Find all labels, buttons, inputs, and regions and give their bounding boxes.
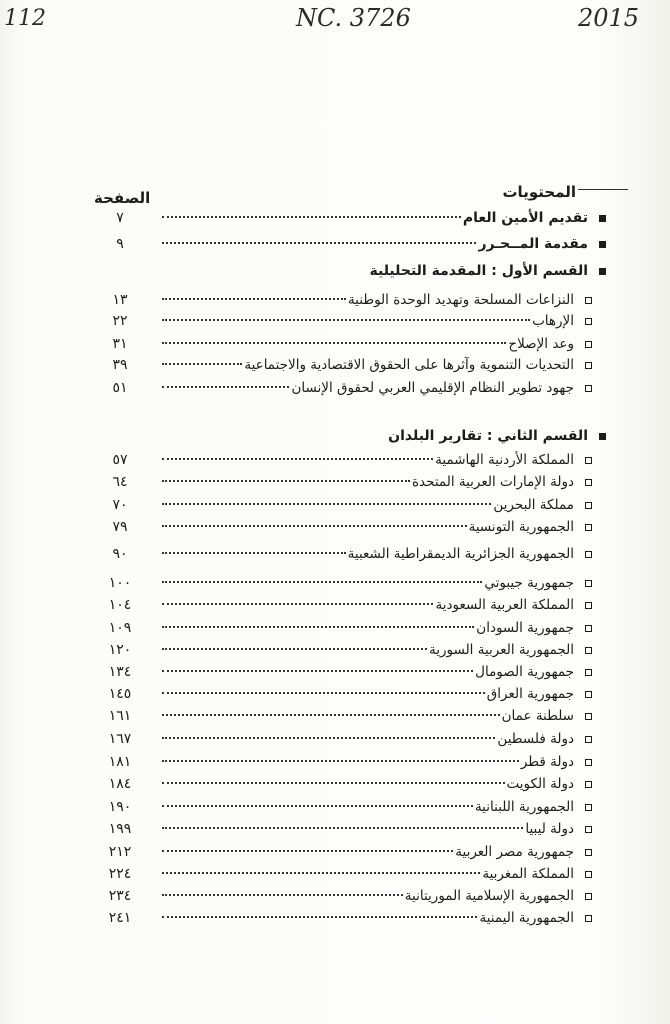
- dot-leader: [162, 626, 474, 628]
- dot-leader: [162, 670, 473, 672]
- toc-entry: [100, 575, 592, 595]
- toc-entry: [100, 844, 592, 864]
- entry-title: مقدمة المــحـرر: [478, 236, 588, 252]
- bullet-icon: [599, 433, 606, 440]
- entry-page-number: ١٠٠: [108, 575, 132, 591]
- toc-entry: [100, 292, 592, 312]
- entry-page-number: ٣١: [112, 336, 128, 352]
- dot-leader: [162, 480, 410, 482]
- dot-leader: [162, 692, 485, 694]
- toc-entry: [100, 519, 592, 539]
- entry-page-number: ٢٤١: [108, 910, 132, 926]
- entry-page-number: ١٣٤: [108, 664, 132, 680]
- entry-title: الجمهورية العربية السورية: [429, 642, 574, 658]
- toc-entry: [100, 799, 592, 819]
- entry-page-number: ٧: [116, 210, 124, 226]
- dot-leader: [162, 386, 289, 388]
- entry-page-number: ٧٠: [112, 497, 128, 513]
- checkbox-icon: [585, 580, 592, 587]
- checkbox-icon: [585, 781, 592, 788]
- toc-entry: [100, 686, 592, 706]
- toc-entry: [100, 888, 592, 908]
- entry-title: دولة قطر: [520, 754, 574, 770]
- header-rule: [578, 189, 628, 190]
- toc-entry: [100, 380, 592, 400]
- dot-leader: [162, 805, 473, 807]
- dot-leader: [162, 894, 403, 896]
- dot-leader: [162, 581, 482, 583]
- entry-page-number: ٧٩: [112, 519, 128, 535]
- entry-title: جمهورية السودان: [476, 620, 574, 636]
- checkbox-icon: [585, 804, 592, 811]
- entry-page-number: ١٩٠: [108, 799, 132, 815]
- dot-leader: [162, 363, 242, 365]
- checkbox-icon: [585, 826, 592, 833]
- checkbox-icon: [585, 713, 592, 720]
- dot-leader: [162, 827, 523, 829]
- entry-page-number: ١٨٤: [108, 776, 132, 792]
- entry-page-number: ١٦٧: [108, 731, 132, 747]
- handwritten-page-number: 112: [4, 6, 46, 31]
- toc-main-entry: [100, 263, 606, 283]
- dot-leader: [162, 872, 480, 874]
- entry-title: وعد الإصلاح: [508, 336, 574, 352]
- entry-title: المملكة العربية السعودية: [435, 597, 574, 613]
- entry-page-number: ١٣: [112, 292, 128, 308]
- toc-entry: [100, 357, 592, 377]
- entry-page-number: ١٤٥: [108, 686, 132, 702]
- toc-main-entry: [100, 428, 606, 448]
- handwritten-year: 2015: [578, 4, 640, 32]
- toc-entry: [100, 546, 592, 566]
- dot-leader: [162, 342, 506, 344]
- dot-leader: [162, 503, 491, 505]
- checkbox-icon: [585, 915, 592, 922]
- dot-leader: [162, 648, 427, 650]
- toc-entry: [100, 821, 592, 841]
- dot-leader: [162, 782, 505, 784]
- dot-leader: [162, 737, 495, 739]
- checkbox-icon: [585, 849, 592, 856]
- entry-title: جهود تطوير النظام الإقليمي العربي لحقوق الإنسان: [291, 380, 574, 396]
- checkbox-icon: [585, 385, 592, 392]
- toc-entry: [100, 474, 592, 494]
- toc-entry: [100, 497, 592, 517]
- entry-page-number: ٩٠: [112, 546, 128, 562]
- entry-title: تقديم الأمين العام: [462, 210, 588, 226]
- dot-leader: [162, 319, 530, 321]
- checkbox-icon: [585, 457, 592, 464]
- checkbox-icon: [585, 318, 592, 325]
- entry-title: القسم الثاني : تقارير البلدان: [388, 428, 588, 444]
- entry-title: دولة ليبيا: [525, 821, 574, 837]
- entry-page-number: ١٦١: [108, 708, 132, 724]
- entry-page-number: ٣٩: [112, 357, 128, 373]
- checkbox-icon: [585, 759, 592, 766]
- entry-title: جمهورية العراق: [486, 686, 574, 702]
- entry-page-number: ٩: [116, 236, 124, 252]
- checkbox-icon: [585, 691, 592, 698]
- entry-title: جمهورية الصومال: [475, 664, 574, 680]
- bullet-icon: [599, 241, 606, 248]
- checkbox-icon: [585, 297, 592, 304]
- checkbox-icon: [585, 736, 592, 743]
- toc-entry: [100, 642, 592, 662]
- entry-page-number: ١٨١: [108, 754, 132, 770]
- dot-leader: [162, 850, 453, 852]
- entry-page-number: ١٩٩: [108, 821, 132, 837]
- entry-page-number: ١٠٩: [108, 620, 132, 636]
- entry-page-number: ٦٤: [112, 474, 128, 490]
- toc-entry: [100, 336, 592, 356]
- checkbox-icon: [585, 647, 592, 654]
- toc-entry: [100, 866, 592, 886]
- dot-leader: [162, 242, 476, 244]
- entry-title: دولة الكويت: [506, 776, 574, 792]
- toc-entry: [100, 754, 592, 774]
- toc-entry: [100, 731, 592, 751]
- toc-entry: [100, 313, 592, 333]
- entry-title: المملكة الأردنية الهاشمية: [435, 452, 574, 468]
- page-column-label: الصفحة: [94, 189, 151, 207]
- checkbox-icon: [585, 502, 592, 509]
- checkbox-icon: [585, 524, 592, 531]
- toc-entry: [100, 910, 592, 930]
- dot-leader: [162, 298, 346, 300]
- handwritten-catalog-number: NC. 3726: [296, 4, 411, 32]
- toc-main-entry: [100, 236, 606, 256]
- entry-title: المملكة المغربية: [482, 866, 574, 882]
- toc-main-entry: [100, 210, 606, 230]
- dot-leader: [162, 760, 519, 762]
- entry-page-number: ٢٢: [112, 313, 128, 329]
- entry-page-number: ٢٢٤: [108, 866, 132, 882]
- entry-title: الجمهورية الجزائرية الديمقراطية الشعبية: [347, 546, 574, 562]
- entry-title: القسم الأول : المقدمة التحليلية: [369, 263, 588, 279]
- entry-page-number: ٥٧: [112, 452, 128, 468]
- bullet-icon: [599, 268, 606, 275]
- toc-entry: [100, 776, 592, 796]
- entry-title: جمهورية جيبوتي: [484, 575, 574, 591]
- checkbox-icon: [585, 871, 592, 878]
- toc-entry: [100, 708, 592, 728]
- checkbox-icon: [585, 341, 592, 348]
- dot-leader: [162, 216, 461, 218]
- checkbox-icon: [585, 669, 592, 676]
- dot-leader: [162, 603, 433, 605]
- dot-leader: [162, 916, 477, 918]
- entry-page-number: ١٢٠: [108, 642, 132, 658]
- toc-entry: [100, 452, 592, 472]
- entry-title: الجمهورية اليمنية: [479, 910, 574, 926]
- entry-page-number: ١٠٤: [108, 597, 132, 613]
- dot-leader: [162, 552, 346, 554]
- toc-entry: [100, 620, 592, 640]
- toc-title: المحتويات: [502, 183, 576, 201]
- entry-title: دولة فلسطين: [497, 731, 574, 747]
- dot-leader: [162, 714, 500, 716]
- checkbox-icon: [585, 479, 592, 486]
- checkbox-icon: [585, 602, 592, 609]
- checkbox-icon: [585, 551, 592, 558]
- entry-title: جمهورية مصر العربية: [455, 844, 574, 860]
- bullet-icon: [599, 215, 606, 222]
- entry-title: دولة الإمارات العربية المتحدة: [411, 474, 574, 490]
- toc-header: [94, 183, 576, 205]
- entry-title: الجمهورية الإسلامية الموريتانية: [404, 888, 574, 904]
- toc-entry: [100, 664, 592, 684]
- entry-title: النزاعات المسلحة وتهديد الوحدة الوطنية: [347, 292, 574, 308]
- entry-title: الإرهاب: [532, 313, 574, 329]
- entry-title: الجمهورية اللبنانية: [474, 799, 574, 815]
- dot-leader: [162, 458, 433, 460]
- entry-page-number: ٢٣٤: [108, 888, 132, 904]
- entry-page-number: ٥١: [112, 380, 128, 396]
- entry-title: التحديات التنموية وآثرها على الحقوق الاقتصادية والاجتماعية: [244, 357, 574, 373]
- checkbox-icon: [585, 362, 592, 369]
- entry-title: سلطنة عمان: [501, 708, 574, 724]
- dot-leader: [162, 525, 467, 527]
- checkbox-icon: [585, 893, 592, 900]
- checkbox-icon: [585, 625, 592, 632]
- entry-title: الجمهورية التونسية: [468, 519, 574, 535]
- entry-page-number: ٢١٢: [108, 844, 132, 860]
- entry-title: مملكة البحرين: [493, 497, 574, 513]
- toc-entry: [100, 597, 592, 617]
